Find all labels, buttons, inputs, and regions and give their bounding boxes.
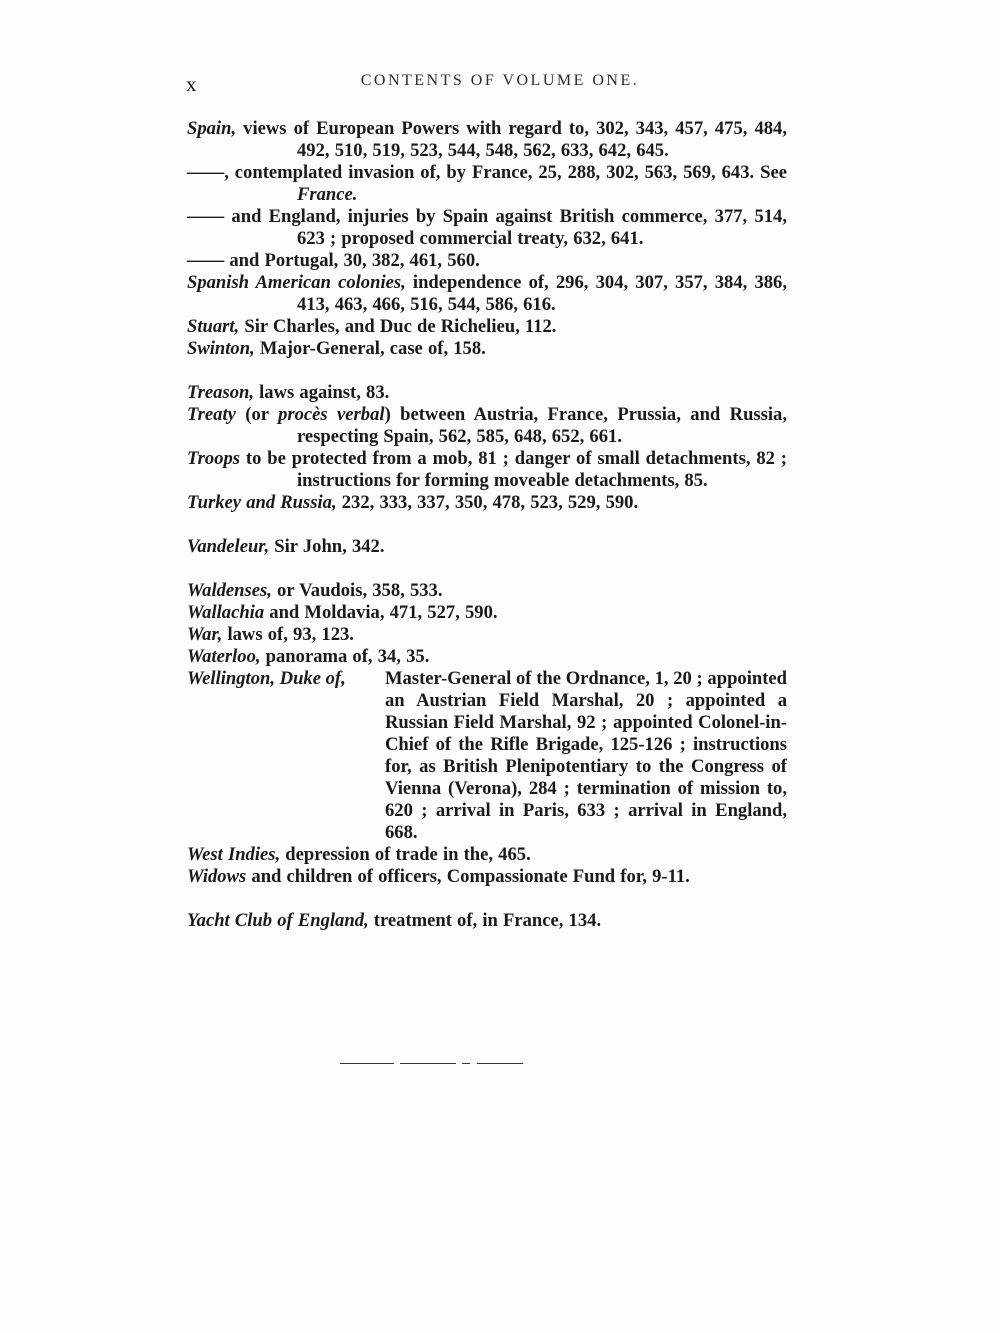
index-entry-waterloo — [187, 646, 787, 668]
entry-text: laws against, 83. — [253, 382, 390, 403]
end-rule-left — [340, 1063, 394, 1064]
index-entry-west-indies — [187, 844, 787, 866]
entry-heading: Spanish American colonies, — [187, 272, 406, 293]
end-rule-middle — [400, 1063, 456, 1064]
entry-text: and Moldavia, 471, 527, 590. — [264, 602, 498, 623]
index-entry-troops — [187, 448, 787, 492]
index-entry-spain-invasion — [187, 162, 787, 206]
index-entry-yacht-club — [187, 910, 787, 932]
end-rule-right — [477, 1063, 523, 1064]
index-entry-wellington — [187, 668, 787, 844]
entry-text: or Vaudois, 358, 533. — [271, 580, 443, 601]
section-gap — [187, 558, 787, 580]
entry-text: panorama of, 34, 35. — [260, 646, 430, 667]
entry-italic-term: procès verbal — [278, 404, 385, 425]
entry-heading: Treaty — [187, 404, 236, 425]
index-entry-waldenses — [187, 580, 787, 602]
entry-text: laws of, 93, 123. — [222, 624, 354, 645]
index-entry-stuart — [187, 316, 787, 338]
entry-heading: Swinton, — [187, 338, 255, 359]
index-entry-wallachia — [187, 602, 787, 624]
entry-cross-reference: France. — [297, 184, 358, 205]
entry-text-pre: (or — [235, 404, 279, 425]
entry-text: views of European Powers with regard to, 302, 343, 457, 475, 484, 492, 510, 519, 523, 544, 548, 562, 633, 642, 645. — [236, 118, 787, 161]
entry-text: Sir Charles, and Duc de Richelieu, 112. — [239, 316, 557, 337]
index-entry-turkey — [187, 492, 787, 514]
entry-text: ) between Austria, France, Prussia, and Russia, respecting Spain, 562, 585, 648, 652, 661. — [297, 404, 787, 447]
index-entry-spanish-american — [187, 272, 787, 316]
section-gap — [187, 514, 787, 536]
entry-heading: Stuart, — [187, 316, 240, 337]
entry-text: 232, 333, 337, 350, 478, 523, 529, 590. — [336, 492, 639, 513]
entry-heading: Wellington, Duke of, — [187, 668, 346, 689]
entry-text: depression of trade in the, 465. — [280, 844, 531, 865]
entry-text: and England, injuries by Spain against British commerce, 377, 514, 623 ; proposed commercial treaty, 632, 641. — [224, 206, 787, 249]
entry-heading: Spain, — [187, 118, 237, 139]
end-rule-dot — [462, 1063, 470, 1064]
entry-heading: West Indies, — [187, 844, 281, 865]
section-gap — [187, 888, 787, 910]
running-title: CONTENTS OF VOLUME ONE. — [360, 72, 640, 89]
entry-heading: Waldenses, — [187, 580, 272, 601]
index-list — [187, 118, 787, 932]
index-entry-spain-england — [187, 206, 787, 250]
entry-heading: Troops — [187, 448, 241, 469]
entry-heading: Vandeleur, — [187, 536, 270, 557]
entry-text: treatment of, in France, 134. — [368, 910, 602, 931]
section-gap — [187, 360, 787, 382]
entry-text: , contemplated invasion of, by France, 25, 288, 302, 563, 569, 643. See — [224, 162, 787, 183]
index-entry-spain-portugal — [187, 250, 787, 272]
page-number: x — [186, 72, 197, 96]
entry-heading: Widows — [187, 866, 247, 887]
entry-text: Sir John, 342. — [269, 536, 385, 557]
entry-text: and Portugal, 30, 382, 461, 560. — [224, 250, 480, 271]
entry-text: independence of, 296, 304, 307, 357, 384, 386, 413, 463, 466, 516, 544, 586, 616. — [297, 272, 787, 315]
entry-dash: —— — [187, 162, 225, 183]
index-entry-swinton — [187, 338, 787, 360]
entry-heading: Treason, — [187, 382, 254, 403]
index-entry-treaty — [187, 404, 787, 448]
index-entry-treason — [187, 382, 787, 404]
index-entry-spain — [187, 118, 787, 162]
entry-text: to be protected from a mob, 81 ; danger of small detachments, 82 ; instructions for forming moveable detachments, 85. — [240, 448, 787, 491]
entry-heading: War, — [187, 624, 223, 645]
index-entry-widows — [187, 866, 787, 888]
entry-text: and children of officers, Compassionate Fund for, 9-11. — [246, 866, 690, 887]
entry-heading: Turkey and Russia, — [187, 492, 337, 513]
entry-heading: Yacht Club of England, — [187, 910, 369, 931]
entry-dash: —— — [187, 250, 225, 271]
entry-text: Major-General, case of, 158. — [254, 338, 486, 359]
index-entry-vandeleur — [187, 536, 787, 558]
entry-heading: Waterloo, — [187, 646, 261, 667]
index-entry-war — [187, 624, 787, 646]
entry-dash: —— — [187, 206, 225, 227]
entry-heading: Wallachia — [187, 602, 265, 623]
entry-text: Master-General of the Ordnance, 1, 20 ; appointed an Austrian Field Marshal, 20 ; appointed a Russian Field Marshal, 92 ; appointed Colonel-in-Chief of the Rifle Brigade, 125-126 ; instructions for, as British Plenipotentiary to the Congress of Vienna (Verona), 284 ; termination of mission to, 620 ; arrival in Paris, 633 ; arrival in England, 668. — [385, 668, 787, 843]
